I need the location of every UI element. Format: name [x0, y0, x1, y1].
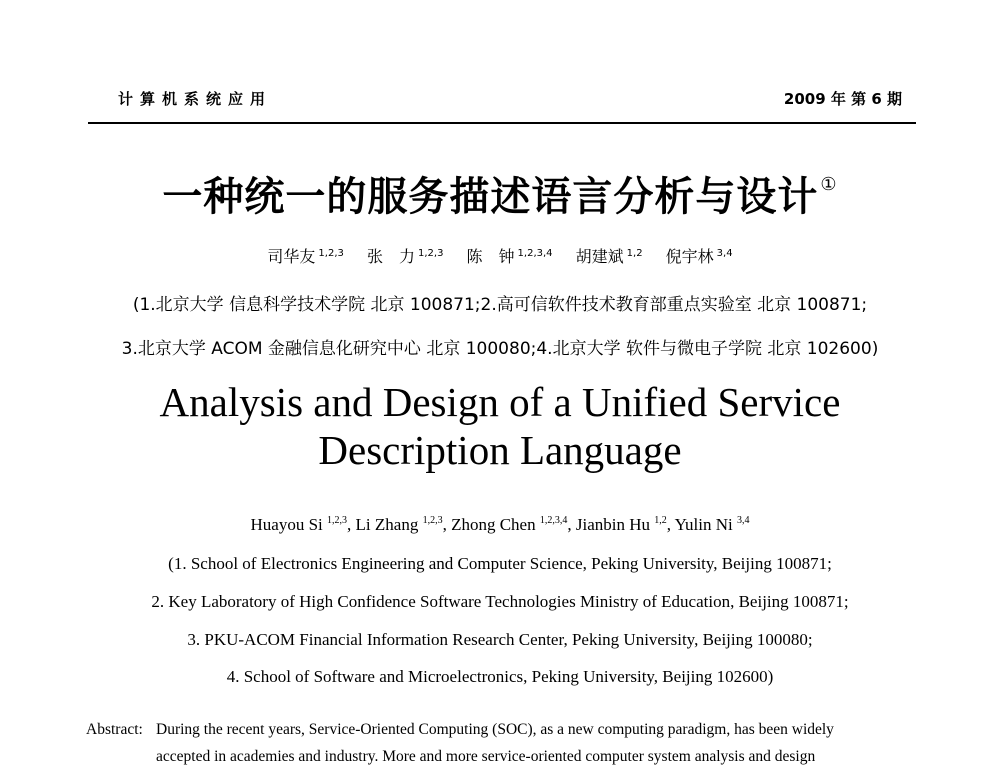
english-author-name: Huayou Si	[250, 515, 323, 534]
english-author-name: Li Zhang	[355, 515, 419, 534]
abstract	[86, 716, 930, 770]
chinese-authors	[0, 244, 1000, 267]
author-separator: ,	[347, 515, 356, 534]
chinese-author-sup: 1,2,3	[318, 248, 344, 259]
issue-number: 2009 年 第 6 期	[783, 90, 902, 108]
chinese-title-text: 一种统一的服务描述语言分析与设计	[162, 174, 819, 220]
chinese-author-sup: 1,2,3	[417, 248, 444, 259]
english-author-name: Zhong Chen	[451, 515, 536, 534]
english-author-sup: 1,2,3	[327, 515, 348, 526]
english-affiliation: 4. School of Software and Microelectronics, Peking University, Beijing 102600)	[226, 667, 774, 686]
chinese-title	[0, 165, 1000, 222]
page-header	[88, 82, 916, 124]
english-author-name: Jianbin Hu	[575, 515, 650, 534]
chinese-author-name: 倪宇林	[665, 247, 714, 266]
abstract-label: Abstract:	[86, 721, 143, 738]
english-author-sup: 1,2,3	[422, 515, 443, 526]
chinese-author-sup: 1,2	[626, 248, 643, 259]
author-separator: ,	[666, 515, 675, 534]
english-title	[0, 378, 1000, 474]
english-authors	[0, 515, 1000, 535]
english-author-sup: 3,4	[736, 515, 750, 526]
english-affiliation: 3. PKU-ACOM Financial Information Research Center, Peking University, Beijing 100080;	[187, 630, 813, 649]
english-title-line: Description Language	[318, 427, 682, 473]
author-separator: ,	[567, 515, 576, 534]
footnote-mark: ①	[820, 174, 838, 195]
chinese-author-name: 张 力	[366, 247, 415, 266]
chinese-affiliation: 3.北京大学 ACOM 金融信息化研究中心 北京 100080;4.北京大学 软件与微电子学院 北京 102600)	[121, 339, 879, 359]
chinese-author-name: 胡建斌	[575, 247, 624, 266]
english-affiliation: 2. Key Laboratory of High Confidence Software Technologies Ministry of Education, Beijing 100871;	[151, 592, 849, 611]
chinese-author-sup: 3,4	[716, 248, 733, 259]
abstract-text: accepted in academies and industry. More and more service-oriented computer system analysis and design	[156, 748, 816, 765]
english-affiliation: (1. School of Electronics Engineering and Computer Science, Peking University, Beijing 100871;	[168, 554, 832, 573]
abstract-text: During the recent years, Service-Oriented Computing (SOC), as a new computing paradigm, has been widely	[156, 721, 834, 738]
chinese-author-name: 司华友	[267, 247, 316, 266]
author-separator: ,	[442, 515, 452, 534]
chinese-author-name: 陈 钟	[466, 247, 515, 266]
chinese-author	[367, 247, 443, 266]
english-author-sup: 1,2	[654, 515, 667, 526]
english-author-sup: 1,2,3,4	[539, 515, 568, 526]
chinese-affiliation: (1.北京大学 信息科学技术学院 北京 100871;2.高可信软件技术教育部重点实验室 北京 100871;	[132, 295, 868, 315]
chinese-author-sup: 1,2,3,4	[517, 248, 553, 259]
chinese-author	[267, 247, 343, 266]
chinese-author	[467, 247, 553, 266]
english-author-name: Yulin Ni	[674, 515, 733, 534]
chinese-author	[576, 247, 643, 266]
english-title-line: Analysis and Design of a Unified Service	[159, 379, 841, 425]
chinese-author	[666, 247, 733, 266]
journal-name: 计算机系统应用	[118, 90, 273, 108]
